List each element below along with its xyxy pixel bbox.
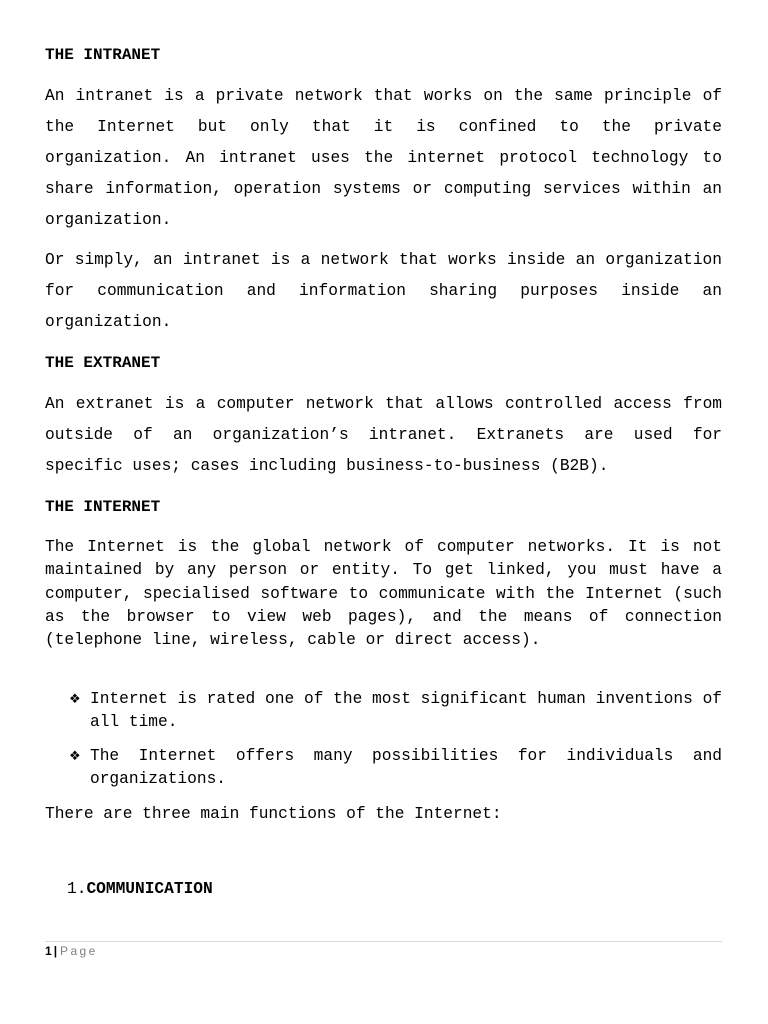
bullet-text: The Internet offers many possibilities for individuals and organizations.: [90, 747, 722, 788]
list-label: COMMUNICATION: [86, 880, 213, 898]
numbered-item-communication: [67, 878, 213, 900]
paragraph-internet-definition: The Internet is the global network of computer networks. It is not maintained by any person or entity. To get linked, you must have a computer, specialised software to communicate with the Internet (such as the browser to view web pages), and the means of connection (telephone line, wireless, cable or direct access).: [45, 538, 722, 650]
paragraph-intranet-simple: Or simply, an intranet is a network that works inside an organization for communication and information sharing purposes inside an organization.: [45, 251, 722, 331]
list-item: [69, 745, 722, 791]
footer-divider: [45, 941, 722, 942]
internet-bullet-list: [69, 688, 722, 802]
heading-extranet: THE EXTRANET: [45, 354, 161, 372]
page-number: 1: [45, 944, 52, 958]
page-label: Page: [60, 944, 98, 958]
heading-internet: THE INTERNET: [45, 498, 161, 516]
diamond-bullet-icon: ❖: [69, 749, 81, 764]
paragraph-intranet-definition: An intranet is a private network that works on the same principle of the Internet but only that it is confined to the private organization. An intranet uses the internet protocol technology to share information, operation systems or computing services within an organization.: [45, 87, 722, 229]
diamond-bullet-icon: ❖: [69, 692, 81, 707]
list-item: [69, 688, 722, 734]
bullet-text: Internet is rated one of the most significant human inventions of all time.: [90, 690, 722, 731]
list-number: 1.: [67, 880, 87, 898]
page-footer: [45, 944, 98, 958]
paragraph-extranet-definition: An extranet is a computer network that allows controlled access from outside of an organization’s intranet. Extranets are used for specific uses; cases including business-to-business (B2B).: [45, 395, 722, 475]
paragraph-functions-intro: There are three main functions of the Internet:: [45, 805, 502, 823]
footer-separator: |: [53, 944, 58, 958]
heading-intranet: THE INTRANET: [45, 46, 161, 64]
